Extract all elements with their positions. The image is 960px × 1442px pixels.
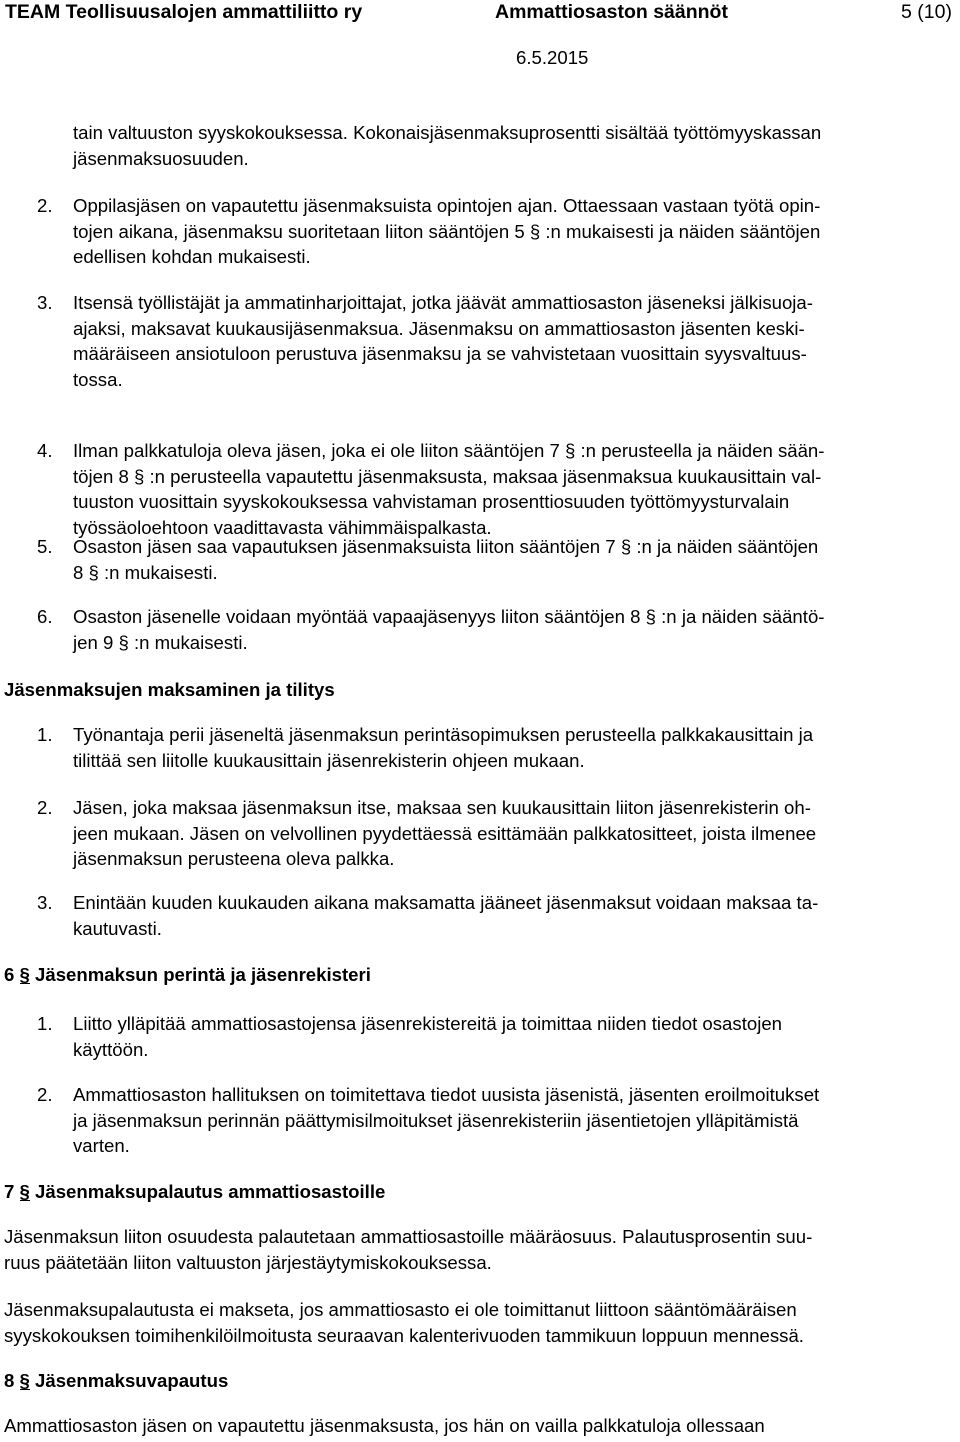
list-number: 1. <box>37 1013 53 1034</box>
text-line: määräiseen ansiotuloon perustuva jäsenmaksu ja se vahvistetaan vuosittain syysvaltuus- <box>73 343 807 364</box>
section-title: Jäsenmaksun perintä ja jäsenrekisteri <box>35 964 371 985</box>
text-line: syyskokouksen toimihenkilöilmoitusta seuraavan kalenterivuoden tammikuun loppuun mennessä. <box>4 1324 804 1346</box>
text-line: ruus päätetään liiton valtuuston järjestäytymiskokouksessa. <box>4 1251 492 1273</box>
text-line: Jäsen, joka maksaa jäsenmaksun itse, maksaa sen kuukausittain liiton jäsenrekisterin oh- <box>73 797 811 818</box>
text-line: työssäoloehtoon vaadittavasta vähimmäispalkasta. <box>73 516 492 538</box>
page-header <box>0 0 960 72</box>
list-number: 6. <box>37 606 53 627</box>
text-line: tuuston vuosittain syyskokouksessa vahvistaman prosenttiosuuden työttömyysturvalain <box>73 491 790 512</box>
text-line: Osaston jäsenelle voidaan myöntää vapaajäsenyys liiton sääntöjen 8 § :n ja näiden sääntö- <box>73 606 825 627</box>
section-symbol: § <box>19 1181 30 1202</box>
text-line: ajaksi, maksavat kuukausijäsenmaksua. Jäsenmaksu on ammattiosaston jäsenten keski- <box>73 317 805 339</box>
text-line: Liitto ylläpitää ammattiosastojensa jäsenrekistereitä ja toimittaa niiden tiedot osastojen <box>73 1013 783 1034</box>
text-line: tossa. <box>73 368 123 390</box>
text-line: Ilman palkkatuloja oleva jäsen, joka ei ole liiton sääntöjen 7 § :n perusteella ja näiden sään- <box>73 440 825 461</box>
list-number: 5. <box>37 536 53 557</box>
section-heading: Jäsenmaksujen maksaminen ja tilitys <box>4 679 335 700</box>
list-text <box>73 1082 946 1159</box>
text-line: 8 § :n mukaisesti. <box>73 561 218 583</box>
section-number: 7 <box>4 1181 15 1202</box>
text-line: jen 9 § :n mukaisesti. <box>73 631 248 653</box>
text-line: Työnantaja perii jäseneltä jäsenmaksun perintäsopimuksen perusteella palkkakausittain ja <box>73 724 814 745</box>
section-title: Jäsenmaksupalautus ammattiosastoille <box>35 1181 386 1202</box>
paragraph <box>4 1224 946 1275</box>
section-heading <box>4 1368 228 1394</box>
page-number: 5 (10) <box>901 1 952 23</box>
list-number: 4. <box>37 440 53 461</box>
text-line: jäsenmaksun perusteena oleva palkka. <box>73 848 395 869</box>
text-line: ja jäsenmaksun perinnän päättymisilmoitukset jäsenrekisteriin jäsentietojen ylläpitämistä <box>73 1109 799 1131</box>
text-line: Osaston jäsen saa vapautuksen jäsenmaksuista liiton sääntöjen 7 § :n ja näiden sääntöjen <box>73 536 819 557</box>
paragraph <box>4 1297 946 1348</box>
text-line: Ammattiosaston jäsen on vapautettu jäsenmaksusta, jos hän on vailla palkkatuloja ollessaan <box>4 1415 765 1436</box>
document-date: 6.5.2015 <box>516 47 589 68</box>
list-text <box>73 795 946 872</box>
section-symbol: § <box>19 964 30 985</box>
text-line: Itsensä työllistäjät ja ammatinharjoittajat, jotka jäävät ammattiosaston jäseneksi jälkisuoja- <box>73 292 813 313</box>
section-title: Jäsenmaksuvapautus <box>35 1370 229 1391</box>
text-line: Ammattiosaston hallituksen on toimitettava tiedot uusista jäsenistä, jäsenten eroilmoitukset <box>73 1084 820 1105</box>
text-line: käyttöön. <box>73 1038 149 1060</box>
text-line: edellisen kohdan mukaisesti. <box>73 246 311 267</box>
list-number: 1. <box>37 724 53 745</box>
list-text <box>73 890 946 941</box>
text-line: Jäsenmaksun liiton osuudesta palautetaan ammattiosastoille määräosuus. Palautusprosentin suu- <box>4 1226 813 1247</box>
text-line: tojen aikana, jäsenmaksu suoritetaan liiton sääntöjen 5 § :n mukaisesti ja näiden sääntöjen <box>73 220 821 242</box>
document-title: Ammattiosaston säännöt <box>495 1 728 23</box>
section-symbol: § <box>19 1370 30 1391</box>
text-line: kautuvasti. <box>73 917 162 939</box>
text-line: Jäsenmaksupalautusta ei makseta, jos ammattiosasto ei ole toimittanut liittoon sääntömääräisen <box>4 1299 797 1320</box>
section-number: 8 <box>4 1370 15 1391</box>
text-line: töjen 8 § :n perusteella vapautettu jäsenmaksusta, maksaa jäsenmaksua kuukausittain val- <box>73 465 822 487</box>
list-text <box>73 1011 946 1062</box>
section-heading <box>4 1179 385 1205</box>
list-text <box>73 722 946 773</box>
list-number: 2. <box>37 195 53 216</box>
list-text <box>73 290 946 392</box>
list-number: 2. <box>37 797 53 818</box>
list-number: 3. <box>37 292 53 313</box>
list-text <box>73 438 946 540</box>
text-line: Oppilasjäsen on vapautettu jäsenmaksuista opintojen ajan. Ottaessaan vastaan työtä opin- <box>73 195 821 216</box>
text-line: tilittää sen liitolle kuukausittain jäsenrekisterin ohjeen mukaan. <box>73 749 585 771</box>
organization-name: TEAM Teollisuusalojen ammattiliitto ry <box>5 1 363 23</box>
text-line: Enintään kuuden kuukauden aikana maksamatta jääneet jäsenmaksut voidaan maksaa ta- <box>73 892 819 913</box>
section-heading <box>4 962 371 988</box>
list-text <box>73 604 946 655</box>
list-number: 3. <box>37 892 53 913</box>
list-text <box>73 534 946 585</box>
paragraph-text: tain valtuuston syyskokouksessa. Kokonaisjäsenmaksuprosentti sisältää työttömyyskassan jäsenmaksuosuuden. <box>73 122 822 169</box>
paragraph <box>4 1413 946 1439</box>
text-line: jeen mukaan. Jäsen on velvollinen pyydettäessä esittämään palkkatositteet, joista ilmenee <box>73 822 817 844</box>
list-number: 2. <box>37 1084 53 1105</box>
section-number: 6 <box>4 964 15 985</box>
list-text <box>73 193 946 270</box>
text-line: varten. <box>73 1135 130 1156</box>
